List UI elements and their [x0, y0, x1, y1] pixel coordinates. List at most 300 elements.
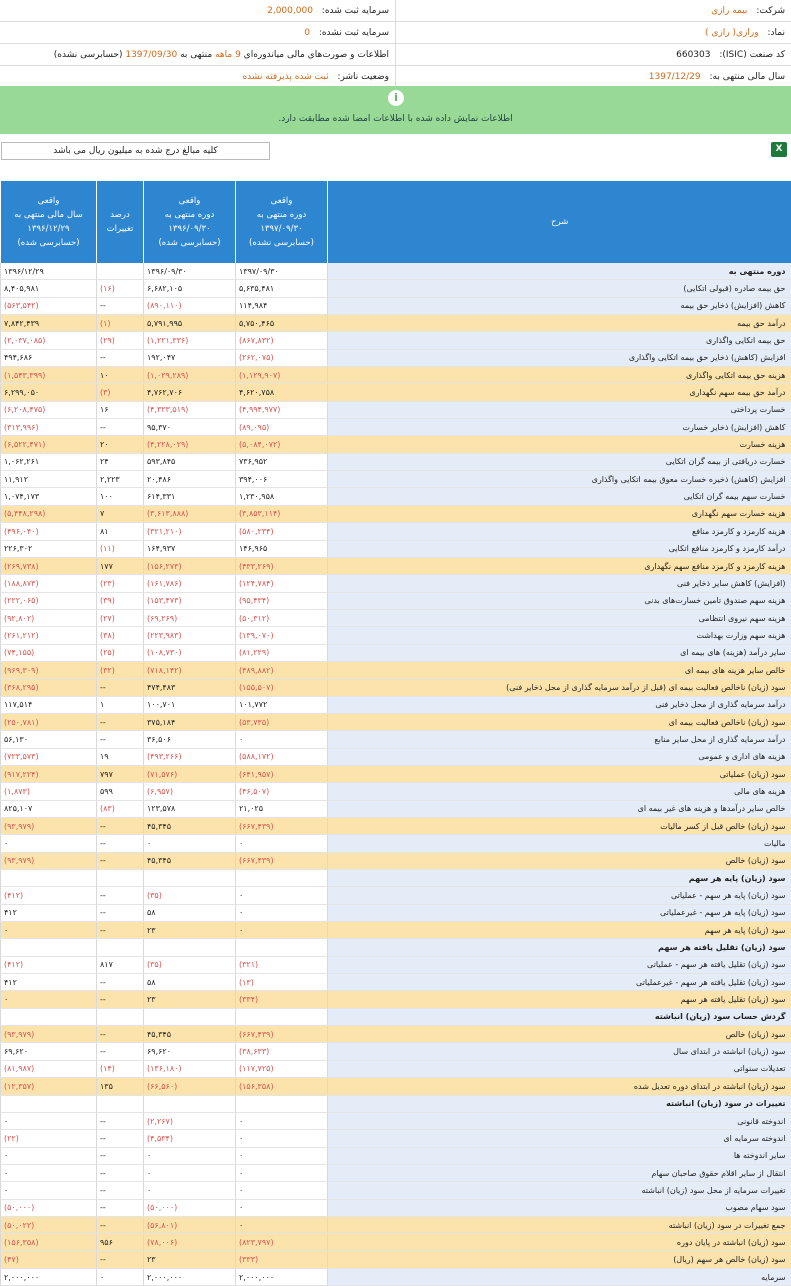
value-period-1397	[236, 870, 328, 887]
value-period-1396: ۴۵,۳۴۵	[144, 852, 236, 869]
value-fiscal-year-1396: ۴۱۲	[1, 974, 97, 991]
value-fiscal-year-1396: (۶,۲۰۸,۴۷۵)	[1, 401, 97, 418]
value-change-percent: ۲۴	[97, 453, 144, 470]
value-change-percent: ۵۹۹	[97, 783, 144, 800]
table-row	[1, 1095, 791, 1112]
value-period-1396: (۳,۶۱۳,۸۸۸)	[144, 505, 236, 522]
value-fiscal-year-1396: ۱,۰۷۴,۱۷۳	[1, 488, 97, 505]
row-description: دوره منتهی به	[328, 263, 791, 280]
value-change-percent: ۱۶	[97, 401, 144, 418]
table-row	[1, 540, 791, 557]
table-row	[1, 1182, 791, 1199]
row-description: سود (زیان) تقلیل یافته هر سهم	[328, 939, 791, 956]
header-period-1396-line: واقعی	[144, 194, 235, 208]
row-description: اندوخته سرمایه ای	[328, 1130, 791, 1147]
value-change-percent: ۰	[97, 1268, 144, 1285]
header-fiscal-year-line: سال مالی منتهی به	[1, 208, 96, 222]
value-period-1397: (۸۶۷,۸۳۲)	[236, 332, 328, 349]
value-fiscal-year-1396: (۵۶۳,۵۴۲)	[1, 297, 97, 314]
value-period-1397: (۳۳۴)	[236, 991, 328, 1008]
row-description: سایر درآمد (هزینه) های بیمه ای	[328, 644, 791, 661]
value-period-1396: ۵,۷۹۱,۹۹۵	[144, 315, 236, 332]
value-period-1396: ۰	[144, 1164, 236, 1181]
table-row	[1, 818, 791, 835]
row-description: سود (زیان) انباشته در ابتدای دوره تعدیل شده	[328, 1078, 791, 1095]
value-period-1397: (۵۰,۳۱۲)	[236, 609, 328, 626]
table-row	[1, 1078, 791, 1095]
row-description: مالیات	[328, 835, 791, 852]
value-fiscal-year-1396: (۱۲,۳۵۷)	[1, 1078, 97, 1095]
value-period-1396: ۳۶,۵۰۶	[144, 731, 236, 748]
value-change-percent: (۱۴)	[97, 1060, 144, 1077]
value-change-percent: --	[97, 679, 144, 696]
row-description: گردش حساب سود (زیان) انباشته	[328, 1008, 791, 1025]
value-fiscal-year-1396: ۰	[1, 1182, 97, 1199]
capital-cell	[0, 0, 396, 22]
table-row	[1, 1216, 791, 1233]
value-change-percent: ۷	[97, 505, 144, 522]
value-period-1397: (۶۶۷,۴۳۹)	[236, 818, 328, 835]
value-period-1396: (۵۶,۸۰۱)	[144, 1216, 236, 1233]
value-period-1397: (۱۵۶,۳۵۸)	[236, 1078, 328, 1095]
value-change-percent: --	[97, 1251, 144, 1268]
table-row	[1, 1130, 791, 1147]
value-change-percent: --	[97, 1130, 144, 1147]
value-fiscal-year-1396: (۲۵۰,۷۸۱)	[1, 713, 97, 730]
value-change-percent: (۳۹)	[97, 592, 144, 609]
value-change-percent: (۲۳)	[97, 575, 144, 592]
value-change-percent: --	[97, 835, 144, 852]
value-period-1397: (۱۳۹,۰۷۰)	[236, 627, 328, 644]
value-period-1396: (۱۵۶,۲۷۳)	[144, 557, 236, 574]
value-fiscal-year-1396: (۱۸۸,۸۷۳)	[1, 575, 97, 592]
table-row	[1, 349, 791, 366]
value-fiscal-year-1396: ۰	[1, 1112, 97, 1129]
row-description: کاهش (افزایش) ذخایر خسارت	[328, 419, 791, 436]
row-description: سود (زیان) پایه هر سهم - عملیاتی	[328, 887, 791, 904]
row-description: خالص سایر هزینه های بیمه ای	[328, 661, 791, 678]
value-fiscal-year-1396: (۹۲,۸۰۲)	[1, 609, 97, 626]
row-description: هزینه های اداری و عمومی	[328, 748, 791, 765]
row-description: جمع تغییرات در سود (زیان) انباشته	[328, 1216, 791, 1233]
value-period-1396: ۶۹,۶۲۰	[144, 1043, 236, 1060]
value-change-percent: (۲۵)	[97, 644, 144, 661]
row-description: هزینه کارمزد و کارمزد منافع	[328, 523, 791, 540]
row-description: سود (زیان) تقلیل یافته هر سهم - غیرعملیاتی	[328, 974, 791, 991]
value-fiscal-year-1396: ۱,۰۶۲,۲۶۱	[1, 453, 97, 470]
value-period-1396: (۷۱۸,۱۴۲)	[144, 661, 236, 678]
row-description: خسارت پرداختی	[328, 401, 791, 418]
value-fiscal-year-1396	[1, 1095, 97, 1112]
row-description: هزینه حق بیمه اتکایی واگذاری	[328, 367, 791, 384]
value-fiscal-year-1396: ۱۳۹۶/۱۲/۲۹	[1, 263, 97, 280]
row-description: کاهش (افزایش) ذخایر حق بیمه	[328, 297, 791, 314]
table-row	[1, 661, 791, 678]
row-description: سرمایه	[328, 1268, 791, 1285]
value-fiscal-year-1396: (۹۶۹,۳۰۹)	[1, 661, 97, 678]
excel-icon[interactable]: X	[771, 142, 787, 157]
value-period-1396: ۱۰۰,۷۰۱	[144, 696, 236, 713]
row-description: درآمد سرمایه گذاری از محل ذخایر فنی	[328, 696, 791, 713]
company-cell	[396, 0, 791, 22]
value-change-percent: --	[97, 713, 144, 730]
row-description: سود (زیان) خالص هر سهم (ریال)	[328, 1251, 791, 1268]
value-period-1397: ۰	[236, 1112, 328, 1129]
value-period-1397: (۴۶,۵۰۷)	[236, 783, 328, 800]
value-period-1397: ۷۳۶,۹۵۲	[236, 453, 328, 470]
value-period-1396: ۱۶۴,۹۳۷	[144, 540, 236, 557]
value-change-percent: ۸۱	[97, 523, 144, 540]
row-description: خسارت دریافتی از بیمه گران اتکایی	[328, 453, 791, 470]
table-row	[1, 800, 791, 817]
value-period-1396: (۱۶۱,۷۸۶)	[144, 575, 236, 592]
row-description: حق بیمه اتکایی واگذاری	[328, 332, 791, 349]
table-row	[1, 956, 791, 973]
value-change-percent: ۱۷۷	[97, 557, 144, 574]
value-fiscal-year-1396: (۲۲۲,۰۶۵)	[1, 592, 97, 609]
value-period-1396: ۶۱۴,۳۳۱	[144, 488, 236, 505]
row-description: سود (زیان) تقلیل یافته هر سهم	[328, 991, 791, 1008]
value-change-percent: --	[97, 887, 144, 904]
value-change-percent: ۷۹۷	[97, 765, 144, 782]
value-period-1397: ۰	[236, 731, 328, 748]
capital-label: سرمایه ثبت شده:	[322, 6, 389, 16]
value-change-percent: --	[97, 974, 144, 991]
value-change-percent: --	[97, 1026, 144, 1043]
value-change-percent: ۱۰	[97, 367, 144, 384]
capital-value: 2,000,000	[267, 6, 313, 16]
row-description: خسارت سهم بیمه گران اتکایی	[328, 488, 791, 505]
value-period-1396: ۴,۷۶۲,۷۰۶	[144, 384, 236, 401]
value-change-percent: --	[97, 1199, 144, 1216]
value-period-1396: (۶,۹۵۷)	[144, 783, 236, 800]
value-change-percent: (۲۹)	[97, 332, 144, 349]
value-period-1397: (۳۲۱)	[236, 956, 328, 973]
row-description: هزینه خسارت	[328, 436, 791, 453]
table-row	[1, 367, 791, 384]
value-period-1397: (۳,۸۵۳,۱۱۴)	[236, 505, 328, 522]
row-description: سود (زیان) عملیاتی	[328, 765, 791, 782]
table-row	[1, 870, 791, 887]
value-period-1397: (۹۵,۴۳۴)	[236, 592, 328, 609]
header-fiscal-year-line: واقعی	[1, 194, 96, 208]
value-period-1397: (۴۸۹,۸۸۲)	[236, 661, 328, 678]
row-description: سود (زیان) انباشته در ابتدای سال	[328, 1043, 791, 1060]
value-fiscal-year-1396: ۲۲۶,۳۰۲	[1, 540, 97, 557]
fiscal-year-value: 1397/12/29	[649, 72, 701, 82]
value-fiscal-year-1396: ۰	[1, 835, 97, 852]
value-period-1396: ۵۹۳,۸۴۵	[144, 453, 236, 470]
row-description: هزینه های مالی	[328, 783, 791, 800]
row-description: هزینه کارمزد و کارمزد منافع سهم نگهداری	[328, 557, 791, 574]
value-fiscal-year-1396: (۱۵۶,۳۵۸)	[1, 1234, 97, 1251]
value-change-percent: (۲۷)	[97, 609, 144, 626]
symbol-cell	[396, 22, 791, 44]
value-period-1396: ۲۰,۴۸۶	[144, 471, 236, 488]
verification-message: اطلاعات نمایش داده شده با اطلاعات امضا شده مطابقت دارد.	[0, 114, 791, 124]
table-row	[1, 696, 791, 713]
value-period-1396: (۳۵)	[144, 887, 236, 904]
value-fiscal-year-1396: ۸۲۵,۱۰۷	[1, 800, 97, 817]
value-period-1396: ۵۸	[144, 974, 236, 991]
value-period-1397: ۵,۷۵۰,۴۶۵	[236, 315, 328, 332]
value-period-1397: ۱,۲۳۰,۹۵۸	[236, 488, 328, 505]
report-suffix: (حسابرسی نشده)	[54, 50, 123, 60]
value-period-1396: (۵۰,۰۰۰)	[144, 1199, 236, 1216]
value-period-1396: ۰	[144, 1147, 236, 1164]
header-description: شرح	[328, 181, 791, 263]
table-row	[1, 1268, 791, 1285]
value-change-percent: (۳۸)	[97, 627, 144, 644]
value-period-1396: ۰	[144, 1182, 236, 1199]
header-period-1396-line: (حسابرسی شده)	[144, 236, 235, 250]
table-row	[1, 939, 791, 956]
row-description: درآمد حق بیمه	[328, 315, 791, 332]
table-row	[1, 436, 791, 453]
header-period-1397-line: دوره منتهی به	[236, 208, 327, 222]
value-period-1396: (۱,۰۲۹,۲۸۹)	[144, 367, 236, 384]
value-period-1397	[236, 1095, 328, 1112]
table-row	[1, 1026, 791, 1043]
row-description: سود (زیان) پایه هر سهم	[328, 922, 791, 939]
value-change-percent: ۸۱۷	[97, 956, 144, 973]
value-period-1397: (۱۵۵,۵۰۷)	[236, 679, 328, 696]
row-description: هزینه خسارت سهم نگهداری	[328, 505, 791, 522]
row-description: سود (زیان) پایه هر سهم	[328, 870, 791, 887]
value-fiscal-year-1396: (۹۳,۹۷۹)	[1, 852, 97, 869]
table-row	[1, 1060, 791, 1077]
value-period-1396: (۳۵)	[144, 956, 236, 973]
table-row	[1, 332, 791, 349]
header-change-percent-line: درصد	[97, 208, 143, 222]
table-row	[1, 419, 791, 436]
report-prefix: اطلاعات و صورت‌های مالی میاندوره‌ای	[244, 50, 389, 60]
table-row	[1, 557, 791, 574]
row-description: درآمد سرمایه گذاری از محل سایر منابع	[328, 731, 791, 748]
value-change-percent: --	[97, 349, 144, 366]
value-change-percent: (۱۶)	[97, 280, 144, 297]
report-date: 1397/09/30	[125, 50, 177, 60]
value-change-percent: ۲۰	[97, 436, 144, 453]
value-period-1396: (۲,۲۶۷)	[144, 1112, 236, 1129]
value-fiscal-year-1396: (۲,۰۳۷,۰۸۵)	[1, 332, 97, 349]
table-row	[1, 991, 791, 1008]
value-period-1396: (۱۰۸,۷۳۰)	[144, 644, 236, 661]
row-description: درآمد کارمزد و کارمزد منافع اتکایی	[328, 540, 791, 557]
table-row	[1, 1043, 791, 1060]
table-row	[1, 1112, 791, 1129]
value-period-1397: (۲۶۲,۰۷۵)	[236, 349, 328, 366]
value-fiscal-year-1396: (۶,۵۲۲,۴۷۱)	[1, 436, 97, 453]
value-change-percent	[97, 1008, 144, 1025]
value-period-1397: ۰	[236, 835, 328, 852]
table-row	[1, 765, 791, 782]
value-change-percent: --	[97, 1147, 144, 1164]
value-period-1397: ۰	[236, 922, 328, 939]
value-period-1396: (۴۹۳,۲۶۶)	[144, 748, 236, 765]
value-period-1397: (۶۶۷,۴۳۹)	[236, 852, 328, 869]
value-period-1397: (۸۲۳,۷۹۷)	[236, 1234, 328, 1251]
value-period-1397: ۰	[236, 1199, 328, 1216]
row-description: سود (زیان) ناخالص فعالیت بیمه ای (قبل از درآمد سرمایه گذاری از محل ذخایر فنی)	[328, 679, 791, 696]
table-row	[1, 315, 791, 332]
value-fiscal-year-1396	[1, 939, 97, 956]
value-period-1396: ۳۷۵,۱۸۴	[144, 713, 236, 730]
value-period-1397: (۳۸,۶۳۳)	[236, 1043, 328, 1060]
value-change-percent: --	[97, 1164, 144, 1181]
verification-banner	[0, 86, 791, 134]
row-description: تعدیلات سنواتی	[328, 1060, 791, 1077]
value-change-percent: --	[97, 904, 144, 921]
value-period-1396: ۲۳	[144, 991, 236, 1008]
value-change-percent: --	[97, 1182, 144, 1199]
value-period-1396	[144, 939, 236, 956]
value-period-1396: ۲۳	[144, 1251, 236, 1268]
value-fiscal-year-1396: (۲۶۹,۷۳۸)	[1, 557, 97, 574]
value-period-1396: (۷۸,۰۰۶)	[144, 1234, 236, 1251]
value-period-1397: (۴۳۳,۲۶۹)	[236, 557, 328, 574]
value-change-percent: (۸۳)	[97, 800, 144, 817]
table-row	[1, 575, 791, 592]
row-description: سود (زیان) ناخالص فعالیت بیمه ای	[328, 713, 791, 730]
value-fiscal-year-1396	[1, 1008, 97, 1025]
value-fiscal-year-1396: ۲,۰۰۰,۰۰۰	[1, 1268, 97, 1285]
value-period-1396: (۴,۳۲۳,۵۱۹)	[144, 401, 236, 418]
value-period-1397: (۱۲۴,۷۸۴)	[236, 575, 328, 592]
financial-statement-table	[0, 181, 791, 1286]
value-fiscal-year-1396: ۴۱۲	[1, 904, 97, 921]
row-description: سود (زیان) تقلیل یافته هر سهم - عملیاتی	[328, 956, 791, 973]
value-fiscal-year-1396: (۹۳,۹۷۹)	[1, 1026, 97, 1043]
table-row	[1, 748, 791, 765]
value-period-1397: ۰	[236, 1147, 328, 1164]
header-period-1397	[236, 181, 328, 263]
value-period-1396: ۰	[144, 835, 236, 852]
table-row	[1, 1234, 791, 1251]
value-change-percent: --	[97, 922, 144, 939]
value-change-percent: --	[97, 1216, 144, 1233]
row-description: سود (زیان) خالص	[328, 852, 791, 869]
header-period-1397-line: واقعی	[236, 194, 327, 208]
header-period-1396-line: دوره منتهی به	[144, 208, 235, 222]
value-period-1396: ۴۵,۳۴۵	[144, 1026, 236, 1043]
table-row	[1, 1251, 791, 1268]
value-fiscal-year-1396: (۴۹۶,۰۴۰)	[1, 523, 97, 540]
header-change-percent	[97, 181, 144, 263]
value-period-1397: ۲,۰۰۰,۰۰۰	[236, 1268, 328, 1285]
value-change-percent	[97, 870, 144, 887]
units-note: کلیه مبالغ درج شده به میلیون ریال می باشد	[1, 142, 270, 160]
company-label: شرکت:	[756, 6, 785, 16]
value-period-1397: ۲۱,۰۲۵	[236, 800, 328, 817]
table-row	[1, 263, 791, 280]
value-change-percent: --	[97, 419, 144, 436]
value-period-1396	[144, 1095, 236, 1112]
row-description: انتقال از سایر اقلام حقوق صاحبان سهام	[328, 1164, 791, 1181]
table-row	[1, 1199, 791, 1216]
value-period-1396: ۶,۶۸۲,۱۰۵	[144, 280, 236, 297]
table-row	[1, 1164, 791, 1181]
value-period-1396: (۶۹,۲۶۹)	[144, 609, 236, 626]
value-period-1397: ۳۹۴,۰۰۶	[236, 471, 328, 488]
table-row	[1, 592, 791, 609]
table-row	[1, 904, 791, 921]
value-change-percent: (۱۱)	[97, 540, 144, 557]
row-description: (افزایش) کاهش سایر ذخایر فنی	[328, 575, 791, 592]
value-period-1396: ۴۷۴,۴۸۳	[144, 679, 236, 696]
isic-value: 660303	[676, 50, 710, 60]
value-fiscal-year-1396: ۷,۸۴۲,۴۳۹	[1, 315, 97, 332]
value-fiscal-year-1396: ۰	[1, 1164, 97, 1181]
value-fiscal-year-1396: (۳۱۳,۹۹۶)	[1, 419, 97, 436]
isic-label: کد صنعت (ISIC):	[719, 50, 785, 60]
value-fiscal-year-1396: ۶,۲۹۹,۰۵۰	[1, 384, 97, 401]
value-fiscal-year-1396: (۲۶۱,۲۱۲)	[1, 627, 97, 644]
value-change-percent	[97, 263, 144, 280]
value-fiscal-year-1396: ۰	[1, 991, 97, 1008]
value-period-1397	[236, 939, 328, 956]
value-period-1396: (۲۲۳,۹۸۳)	[144, 627, 236, 644]
row-description: تغییرات سرمایه از محل سود (زیان) انباشته	[328, 1182, 791, 1199]
value-period-1397: (۵۸۸,۱۷۲)	[236, 748, 328, 765]
row-description: هزینه سهم نیروی انتظامی	[328, 609, 791, 626]
value-period-1396: ۵۸	[144, 904, 236, 921]
value-fiscal-year-1396: (۴۷)	[1, 1251, 97, 1268]
value-period-1397: ۱۱۴,۹۸۴	[236, 297, 328, 314]
report-mid: منتهی به	[180, 50, 212, 60]
value-change-percent: --	[97, 852, 144, 869]
unregistered-capital-label: سرمایه ثبت نشده:	[319, 28, 389, 38]
header-change-percent-line: تغییرات	[97, 222, 143, 236]
row-description: سود (زیان) پایه هر سهم - غیرعملیاتی	[328, 904, 791, 921]
value-period-1397	[236, 1008, 328, 1025]
value-fiscal-year-1396: ۰	[1, 1147, 97, 1164]
company-value: بیمه رازی	[711, 6, 747, 16]
value-period-1397: (۴,۹۹۴,۹۷۷)	[236, 401, 328, 418]
value-period-1397: ۴,۶۲۰,۷۵۸	[236, 384, 328, 401]
value-period-1397: (۱۱۷,۷۲۵)	[236, 1060, 328, 1077]
value-fiscal-year-1396: (۵۰,۰۰۰)	[1, 1199, 97, 1216]
value-period-1397: (۳۳۳)	[236, 1251, 328, 1268]
value-change-percent: --	[97, 1043, 144, 1060]
table-row	[1, 783, 791, 800]
value-period-1396	[144, 1008, 236, 1025]
value-change-percent: --	[97, 731, 144, 748]
table-row	[1, 1008, 791, 1025]
value-fiscal-year-1396: ۱۱,۹۱۲	[1, 471, 97, 488]
value-fiscal-year-1396: ۱۱۷,۵۱۴	[1, 696, 97, 713]
value-period-1397: ۱۴۶,۹۶۵	[236, 540, 328, 557]
table-row	[1, 609, 791, 626]
row-description: سود سهام مصوب	[328, 1199, 791, 1216]
table-row	[1, 731, 791, 748]
report-period: 9 ماهه	[215, 50, 241, 60]
isic-cell	[396, 44, 791, 66]
row-description: افزایش (کاهش) ذخایر حق بیمه اتکایی واگذاری	[328, 349, 791, 366]
value-period-1396: (۱۳۶,۱۸۰)	[144, 1060, 236, 1077]
fiscal-year-label: سال مالی منتهی به:	[710, 72, 785, 82]
row-description: هزینه سهم صندوق تامین خسارت‌های بدنی	[328, 592, 791, 609]
value-fiscal-year-1396: (۹۱۷,۲۲۴)	[1, 765, 97, 782]
value-fiscal-year-1396: (۵۰,۰۲۲)	[1, 1216, 97, 1233]
table-row	[1, 852, 791, 869]
value-period-1397: ۰	[236, 1164, 328, 1181]
value-fiscal-year-1396: (۷۴,۱۵۵)	[1, 644, 97, 661]
row-description: درآمد حق بیمه سهم نگهداری	[328, 384, 791, 401]
value-fiscal-year-1396: (۹۳,۹۷۹)	[1, 818, 97, 835]
table-row	[1, 835, 791, 852]
value-fiscal-year-1396: ۸,۴۰۵,۹۸۱	[1, 280, 97, 297]
